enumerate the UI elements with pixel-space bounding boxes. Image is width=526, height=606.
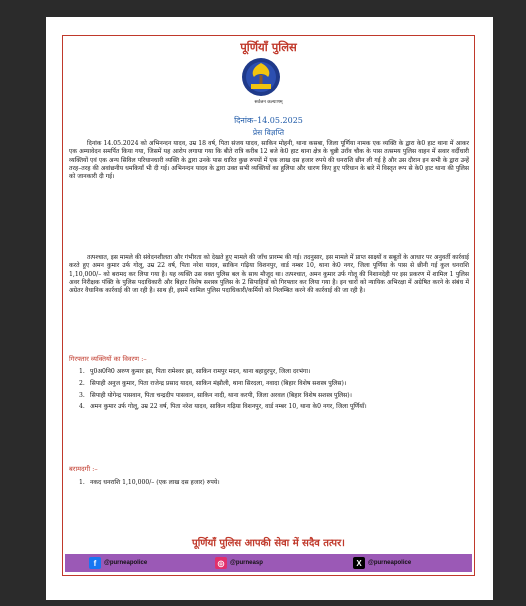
paragraph-1: दिनांक 14.05.2024 को अभिनन्दन यादव, उम्र 18 वर्ष, पिता संजय यादव, साकिन मोहनी, थाना कसबा, जिला पूर्णिया नामक एक व्यक्ति के द्वारा के0 हाट थाना में आकर एक अम्यावेदन समर्पित किया गया, जिसमें यह आरोप लगाया गया कि बीते रात्रि करीब 12 बजे के0 हाट थाना क्षेत्र के चुन्नी उराँव चौक के पास तत्समय पुलिस वाहन में सवार वर्दीधारी व्यक्तियों एवं एक अन्य सिविल परिधानधारी व्यक्ति के द्वारा उनके पास धारित कुछ रुपयों में एक लाख दस हजार रुपये की धनराशि छीन ली गई है और उस दौरान इन सभी के द्वारा उन्हें तरह–तरह की अवांछनीय धमकियाँ भी दी गई। अभिनन्दन यादव के द्वारा उक्त सभी व्यक्तियों का हुलिया और धारण किए हुए परिधान के बारे में विस्तृत रूप से के0 हाट थाना की पुलिस को जानकारी दी गई।: [69, 140, 470, 181]
list-item: [79, 368, 467, 376]
item-number: 4.: [79, 403, 85, 411]
instagram-link[interactable]: [215, 557, 263, 569]
social-bar: [65, 554, 472, 572]
motto: सर्वजन कल्याणम्: [254, 100, 283, 105]
list-item: [79, 392, 467, 400]
facebook-icon: f: [89, 557, 101, 569]
x-icon: X: [353, 557, 365, 569]
list-item: [79, 479, 467, 487]
release-date: दिनांक–14.05.2025: [234, 116, 303, 125]
item-text: पु0अ0नि0 अरुण कुमार झा, पिता रामेश्वर झा, साकिन रामपुर मदन, थाना बहादुरपुर, जिला दरभंगा।: [90, 368, 311, 375]
item-number: 1.: [79, 368, 85, 375]
instagram-handle: @purneasp: [230, 560, 263, 566]
tagline: पूर्णियाँ पुलिस आपकी सेवा में सदैव तत्पर।: [192, 538, 345, 549]
facebook-link[interactable]: [89, 557, 147, 569]
x-link[interactable]: [353, 557, 411, 569]
facebook-handle: @purneapolice: [104, 560, 148, 566]
item-number: 2.: [79, 379, 85, 387]
document-page: [46, 17, 493, 600]
item-text: अमन कुमार उर्फ गोलू, उम्र 22 वर्ष, पिता नरेश यादव, साकिन गढ़िया विशनपुर, वार्ड नम्बर 10, थाना के0 नगर, जिला पूर्णियाँ।: [90, 403, 367, 411]
item-number: 1.: [79, 479, 85, 486]
arrested-heading: गिरफ्तार व्यक्तियों का विवरण :–: [69, 355, 147, 363]
recovered-heading: बरामदगी :–: [69, 465, 98, 473]
item-number: 3.: [79, 391, 85, 399]
item-text: सिपाही योगेन्द्र पासवान, पिता चन्द्रदीप पासवान, साकिन नादी, थाना करपी, जिला अरवल (बिहार विशेष सशस्त्र पुलिस)।: [90, 391, 352, 399]
list-item: [79, 403, 467, 411]
paragraph-2: तत्पश्चात, इस मामले की संवेदनशीलता और गंभीरता को देखते हुए मामले की जाँच प्रारम्भ की गई। तदनुसार, इस मामले में प्राप्त साक्ष्यों व सबूतों के आधार पर अनुवर्ती कार्रवाई करते हुए अमन कुमार उर्फ गोलू, उम्र 22 वर्ष, पिता नरेश यादव, साकिन गढ़िया विशनपुर, वार्ड नम्बर 10, थाना के0 नगर, जिला पूर्णिया के पास से छीनी गई कुल धनराशि 1,10,000/– को बरामद कर लिया गया है। यह व्यक्ति उस वक्त पुलिस बल के साथ मौजूद था। तत्पश्चात, अमन कुमार उर्फ गोलू की निशानदेही पर इस प्रकरण में शामिल 1 पुलिस अवर निरीक्षक पंक्ति के पुलिस पदाधिकारी और बिहार विशेष सशस्त्र पुलिस के 2 सिपाहियों को गिरफ्तार कर लिया गया है। इन चारों को न्यायिक अभिरक्षा में अग्रेषित करने के संबंध में अग्रेतर वैधानिक कार्रवाई की जा रही है। साथ ही, इसमें शामिल पुलिस पदाधिकारी/कर्मियों को निलम्बित करने की कार्रवाई की जा रही है।: [69, 254, 469, 295]
item-text: नकद धनराशि 1,10,000/– (एक लाख दस हजार) रुपये।: [90, 479, 220, 486]
press-release-frame: [62, 35, 475, 576]
bihar-police-emblem-icon: [241, 57, 281, 97]
x-handle: @purneapolice: [368, 560, 412, 566]
press-release-heading: प्रेस विज्ञप्ति: [252, 128, 285, 137]
list-item: [79, 380, 467, 388]
arrested-list: [79, 368, 467, 415]
instagram-icon: ◎: [215, 557, 227, 569]
item-text: सिपाही अनुज कुमार, पिता राजेन्द्र प्रसाद यादव, साकिन मंझौली, थाना सिरदला, नवादा (बिहार विशेष सशस्त्र पुलिस)।: [90, 379, 347, 387]
recovered-list: [79, 479, 467, 491]
page-title: पूर्णियाँ पुलिस: [240, 40, 297, 54]
